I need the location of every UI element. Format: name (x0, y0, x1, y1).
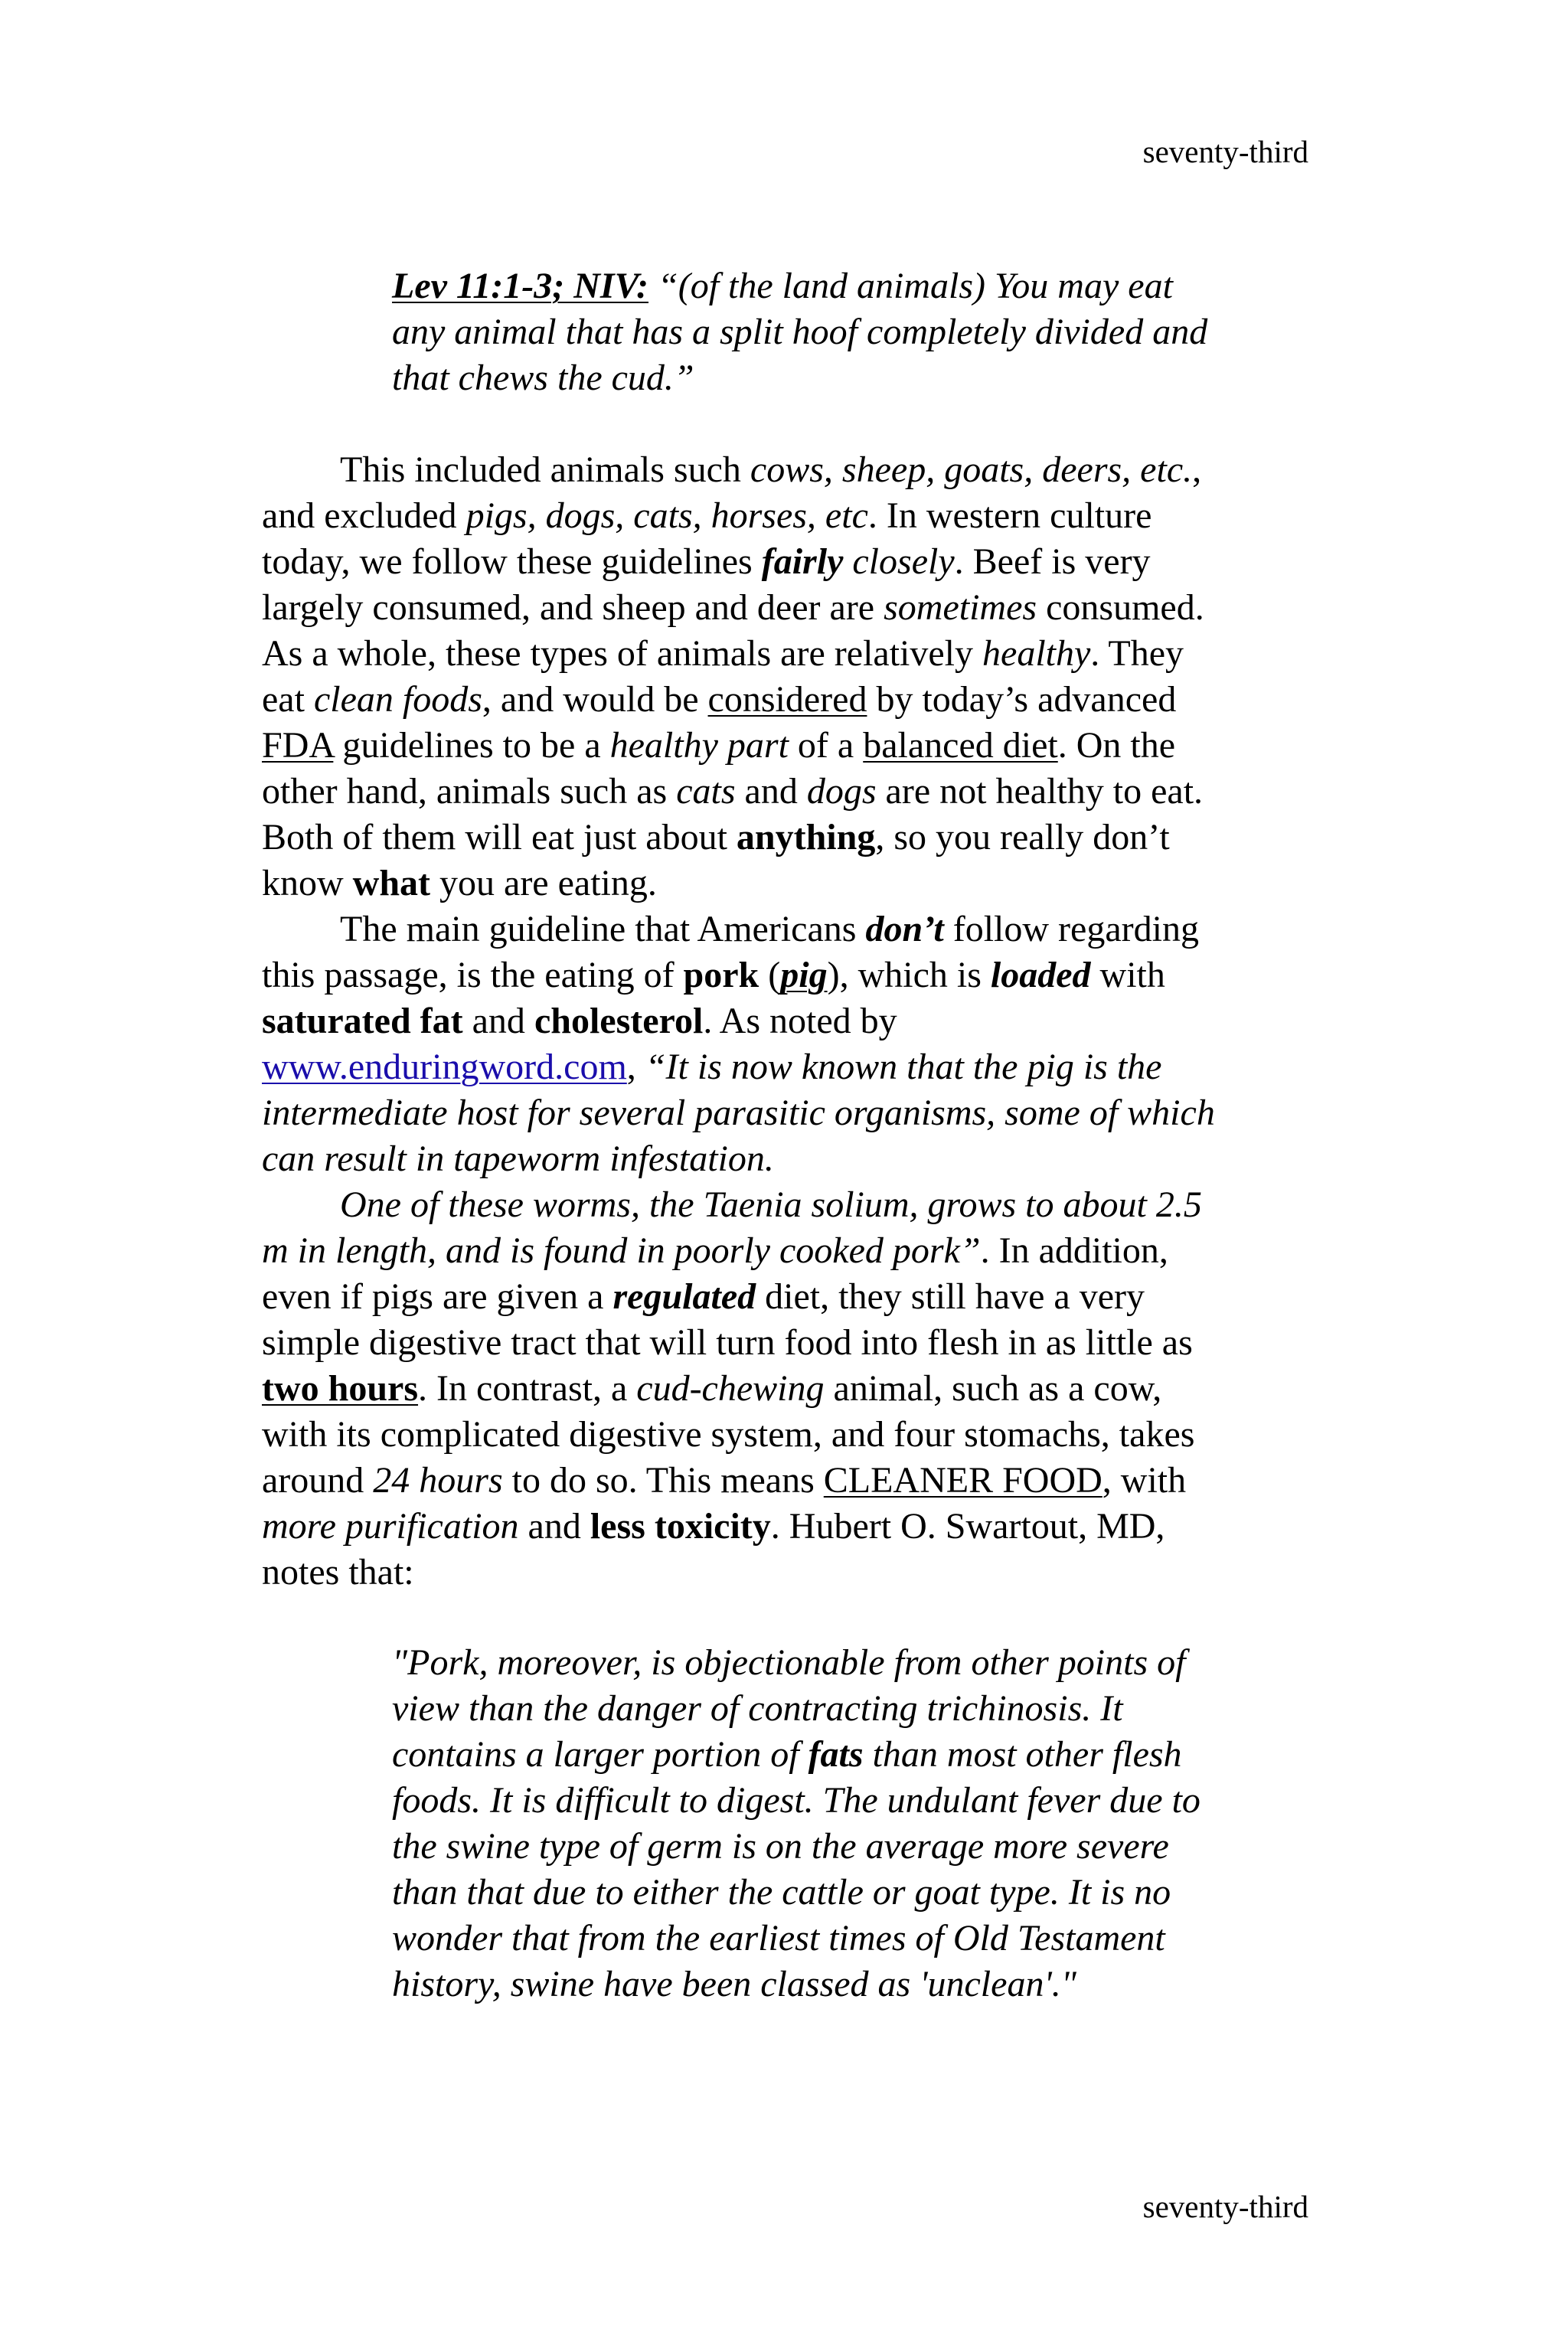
body-line: today, we follow these guidelines fairly closely. Beef is very (262, 541, 1151, 582)
quote-line: wonder that from the earliest times of Old Testament (392, 1918, 1165, 1958)
body-line: This included animals such cows, sheep, goats, deers, etc., (340, 449, 1202, 490)
body-line: know what you are eating. (262, 863, 657, 903)
body-line: can result in tapeworm infestation. (262, 1138, 774, 1179)
body-line: even if pigs are given a regulated diet, they still have a very (262, 1276, 1145, 1317)
body-line: more purification and less toxicity. Hubert O. Swartout, MD, (262, 1506, 1165, 1547)
body-line: simple digestive tract that will turn food into flesh in as little as (262, 1322, 1193, 1363)
body-line: two hours. In contrast, a cud-chewing animal, such as a cow, (262, 1368, 1162, 1409)
enduringword-link[interactable]: www.enduringword.com (262, 1047, 627, 1087)
quote-line: foods. It is difficult to digest. The undulant fever due to (392, 1780, 1200, 1821)
quote-line: history, swine have been classed as 'unclean'." (392, 1964, 1076, 2004)
quote-line: "Pork, moreover, is objectionable from other points of (392, 1642, 1186, 1683)
verse-reference: Lev 11:1-3; NIV: (392, 266, 649, 306)
body-line: saturated fat and cholesterol. As noted by (262, 1001, 897, 1041)
page-footer: seventy-third (1142, 2189, 1308, 2224)
body-line: with its complicated digestive system, and four stomachs, takes (262, 1414, 1195, 1455)
body-line: One of these worms, the Taenia solium, grows to about 2.5 (340, 1184, 1202, 1225)
body-line: www.enduringword.com, “It is now known that the pig is the (262, 1047, 1162, 1087)
body-line: and excluded pigs, dogs, cats, horses, etc. In western culture (262, 495, 1152, 536)
body-line: m in length, and is found in poorly cooked pork”. In addition, (262, 1230, 1168, 1271)
body-line: notes that: (262, 1552, 414, 1592)
quote-line: view than the danger of contracting trichinosis. It (392, 1688, 1123, 1729)
verse-line-2: any animal that has a split hoof completely divided and (392, 312, 1208, 352)
body-text (262, 447, 1334, 1596)
body-line: this passage, is the eating of pork (pig), which is loaded with (262, 955, 1165, 995)
body-line: largely consumed, and sheep and deer are sometimes consumed. (262, 587, 1204, 628)
verse-line-3: that chews the cud.” (392, 358, 694, 398)
quote-line: the swine type of germ is on the average more severe (392, 1826, 1169, 1867)
body-line: As a whole, these types of animals are relatively healthy. They (262, 633, 1184, 674)
scripture-quote (392, 263, 1326, 401)
verse-line-1: Lev 11:1-3; NIV: “(of the land animals) You may eat (392, 266, 1173, 306)
body-line: FDA guidelines to be a healthy part of a balanced diet. On the (262, 725, 1176, 766)
quote-line: than that due to either the cattle or goat type. It is no (392, 1872, 1171, 1913)
quote-line: contains a larger portion of fats than most other flesh (392, 1734, 1182, 1775)
body-line: other hand, animals such as cats and dogs are not healthy to eat. (262, 771, 1204, 812)
body-line: Both of them will eat just about anything, so you really don’t (262, 817, 1170, 858)
body-line: eat clean foods, and would be considered by today’s advanced (262, 679, 1177, 720)
body-line: intermediate host for several parasitic organisms, some of which (262, 1093, 1215, 1133)
swartout-quote (392, 1640, 1334, 2007)
body-line: around 24 hours to do so. This means CLEANER FOOD, with (262, 1460, 1187, 1501)
page-header: seventy-third (1142, 134, 1308, 169)
body-line: The main guideline that Americans don’t follow regarding (340, 909, 1199, 949)
